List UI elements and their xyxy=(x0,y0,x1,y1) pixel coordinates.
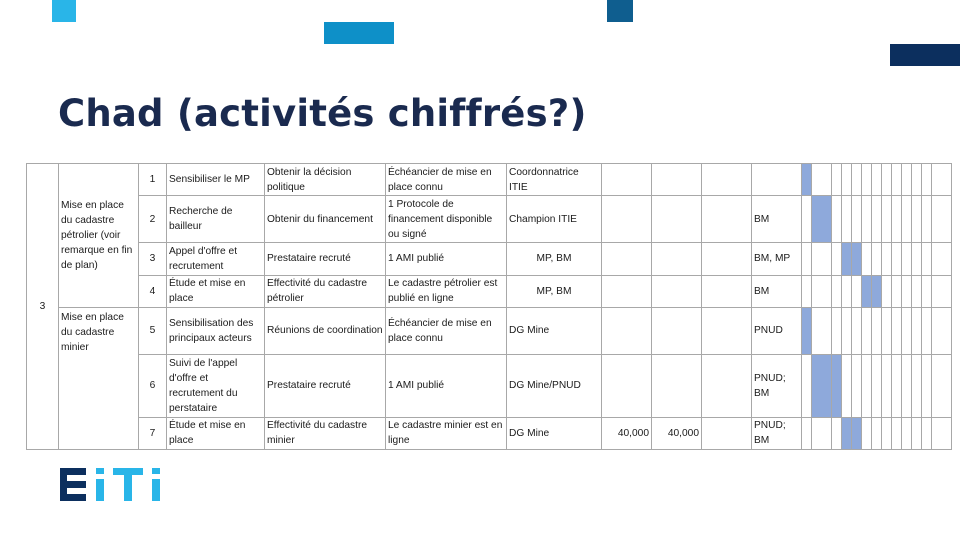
cost3-cell xyxy=(702,417,752,449)
gantt-cell xyxy=(842,417,852,449)
gantt-cell xyxy=(872,354,882,417)
eiti-logo-letter-i1 xyxy=(96,468,104,501)
cost3-cell xyxy=(702,196,752,243)
gantt-cell xyxy=(922,275,932,307)
gantt-cell xyxy=(902,417,912,449)
gantt-cell xyxy=(892,275,902,307)
funding-cell: PNUD; BM xyxy=(752,417,802,449)
gantt-cell xyxy=(932,243,952,275)
gantt-cell xyxy=(802,354,812,417)
result-cell: Obtenir du financement xyxy=(265,196,386,243)
gantt-cell xyxy=(812,275,832,307)
gantt-cell xyxy=(842,275,852,307)
result-cell: Obtenir la décision politique xyxy=(265,164,386,196)
cost2-cell xyxy=(652,196,702,243)
gantt-cell xyxy=(802,164,812,196)
gantt-cell xyxy=(872,417,882,449)
gantt-cell xyxy=(932,275,952,307)
gantt-cell xyxy=(832,354,842,417)
gantt-cell xyxy=(902,275,912,307)
cost3-cell xyxy=(702,243,752,275)
responsible-cell: MP, BM xyxy=(507,275,602,307)
activity-cell: Étude et mise en place xyxy=(167,275,265,307)
cost3-cell xyxy=(702,308,752,355)
eiti-logo-letter-i2 xyxy=(152,468,160,501)
activity-cell: Appel d'offre et recrutement xyxy=(167,243,265,275)
gantt-cell xyxy=(892,308,902,355)
gantt-cell xyxy=(912,196,922,243)
indicator-cell: 1 AMI publié xyxy=(386,354,507,417)
activity-plan-table xyxy=(26,163,952,450)
gantt-cell xyxy=(882,243,892,275)
gantt-cell xyxy=(872,275,882,307)
gantt-cell xyxy=(882,417,892,449)
gantt-cell xyxy=(802,243,812,275)
gantt-cell xyxy=(862,275,872,307)
cost2-cell xyxy=(652,275,702,307)
gantt-cell xyxy=(832,196,842,243)
table-row xyxy=(27,164,952,196)
cost1-cell xyxy=(602,275,652,307)
table-row xyxy=(27,275,952,307)
activity-cell: Sensibilisation des principaux acteurs xyxy=(167,308,265,355)
gantt-cell xyxy=(842,243,852,275)
gantt-cell xyxy=(842,308,852,355)
slide-title: Chad (activités chiffrés?) xyxy=(58,92,587,135)
indicator-cell: Échéancier de mise en place connu xyxy=(386,308,507,355)
gantt-cell xyxy=(912,417,922,449)
gantt-cell xyxy=(882,275,892,307)
cost3-cell xyxy=(702,164,752,196)
gantt-cell xyxy=(922,196,932,243)
cost2-cell xyxy=(652,308,702,355)
gantt-cell xyxy=(912,164,922,196)
section-label-cell: Mise en place du cadastre minier xyxy=(59,308,139,450)
gantt-cell xyxy=(812,417,832,449)
cost1-cell xyxy=(602,243,652,275)
funding-cell xyxy=(752,164,802,196)
indicator-cell: 1 AMI publié xyxy=(386,243,507,275)
gantt-cell xyxy=(892,164,902,196)
cost3-cell xyxy=(702,275,752,307)
activity-cell: Étude et mise en place xyxy=(167,417,265,449)
cost1-cell: 40,000 xyxy=(602,417,652,449)
gantt-cell xyxy=(802,196,812,243)
result-cell: Effectivité du cadastre pétrolier xyxy=(265,275,386,307)
num-cell: 5 xyxy=(139,308,167,355)
cost2-cell xyxy=(652,243,702,275)
gantt-cell xyxy=(922,417,932,449)
responsible-cell: DG Mine xyxy=(507,417,602,449)
funding-cell: BM, MP xyxy=(752,243,802,275)
num-cell: 4 xyxy=(139,275,167,307)
cost1-cell xyxy=(602,196,652,243)
gantt-cell xyxy=(832,243,842,275)
gantt-cell xyxy=(862,164,872,196)
gantt-cell xyxy=(892,417,902,449)
gantt-cell xyxy=(872,196,882,243)
table-row xyxy=(27,308,952,355)
gantt-cell xyxy=(902,308,912,355)
cost2-cell xyxy=(652,164,702,196)
responsible-cell: Champion ITIE xyxy=(507,196,602,243)
gantt-cell xyxy=(892,196,902,243)
gantt-cell xyxy=(832,164,842,196)
gantt-cell xyxy=(802,417,812,449)
decor-block-dark xyxy=(607,0,633,22)
gantt-cell xyxy=(812,308,832,355)
gantt-cell xyxy=(922,243,932,275)
gantt-cell xyxy=(932,308,952,355)
cost1-cell xyxy=(602,164,652,196)
gantt-cell xyxy=(902,164,912,196)
decor-block-mid xyxy=(324,22,394,44)
gantt-cell xyxy=(862,243,872,275)
gantt-cell xyxy=(812,354,832,417)
num-cell: 6 xyxy=(139,354,167,417)
gantt-cell xyxy=(802,308,812,355)
gantt-cell xyxy=(852,196,862,243)
cost2-cell: 40,000 xyxy=(652,417,702,449)
gantt-cell xyxy=(892,243,902,275)
gantt-cell xyxy=(852,243,862,275)
num-cell: 1 xyxy=(139,164,167,196)
gantt-cell xyxy=(852,164,862,196)
eiti-logo-letter-e xyxy=(60,468,86,501)
funding-cell: BM xyxy=(752,196,802,243)
gantt-cell xyxy=(932,354,952,417)
gantt-cell xyxy=(912,354,922,417)
gantt-cell xyxy=(932,417,952,449)
num-cell: 3 xyxy=(139,243,167,275)
table-row xyxy=(27,196,952,243)
gantt-cell xyxy=(842,164,852,196)
table-row xyxy=(27,417,952,449)
gantt-cell xyxy=(902,243,912,275)
section-label-cell: Mise en place du cadastre pétrolier (voir remarque en fin de plan) xyxy=(59,164,139,308)
gantt-cell xyxy=(902,196,912,243)
gantt-cell xyxy=(842,196,852,243)
eiti-logo-letter-t xyxy=(113,468,143,501)
gantt-cell xyxy=(912,243,922,275)
result-cell: Effectivité du cadastre minier xyxy=(265,417,386,449)
gantt-cell xyxy=(812,243,832,275)
activity-cell: Sensibiliser le MP xyxy=(167,164,265,196)
gantt-cell xyxy=(832,275,842,307)
gantt-cell xyxy=(832,417,842,449)
num-cell: 2 xyxy=(139,196,167,243)
num-cell: 7 xyxy=(139,417,167,449)
indicator-cell: Échéancier de mise en place connu xyxy=(386,164,507,196)
responsible-cell: MP, BM xyxy=(507,243,602,275)
decor-block-navy xyxy=(890,44,960,66)
gantt-cell xyxy=(912,275,922,307)
gantt-cell xyxy=(812,196,832,243)
result-cell: Prestataire recruté xyxy=(265,354,386,417)
gantt-cell xyxy=(882,164,892,196)
eiti-logo xyxy=(60,466,162,504)
gantt-cell xyxy=(932,196,952,243)
gantt-cell xyxy=(812,164,832,196)
gantt-cell xyxy=(872,308,882,355)
gantt-cell xyxy=(862,354,872,417)
funding-cell: PNUD; BM xyxy=(752,354,802,417)
gantt-cell xyxy=(912,308,922,355)
gantt-cell xyxy=(852,275,862,307)
gantt-cell xyxy=(802,275,812,307)
gantt-cell xyxy=(862,196,872,243)
gantt-cell xyxy=(922,164,932,196)
result-cell: Prestataire recruté xyxy=(265,243,386,275)
indicator-cell: Le cadastre minier est en ligne xyxy=(386,417,507,449)
gantt-cell xyxy=(862,417,872,449)
responsible-cell: Coordonnatrice ITIE xyxy=(507,164,602,196)
gantt-cell xyxy=(882,354,892,417)
indicator-cell: 1 Protocole de financement disponible ou signé xyxy=(386,196,507,243)
gantt-cell xyxy=(852,417,862,449)
cost1-cell xyxy=(602,308,652,355)
table-row xyxy=(27,243,952,275)
group-number-cell: 3 xyxy=(27,164,59,450)
indicator-cell: Le cadastre pétrolier est publié en ligne xyxy=(386,275,507,307)
gantt-cell xyxy=(922,308,932,355)
responsible-cell: DG Mine/PNUD xyxy=(507,354,602,417)
responsible-cell: DG Mine xyxy=(507,308,602,355)
gantt-cell xyxy=(872,243,882,275)
decor-block-light xyxy=(52,0,76,22)
gantt-cell xyxy=(852,308,862,355)
gantt-cell xyxy=(832,308,842,355)
funding-cell: BM xyxy=(752,275,802,307)
result-cell: Réunions de coordination xyxy=(265,308,386,355)
gantt-cell xyxy=(902,354,912,417)
gantt-cell xyxy=(862,308,872,355)
funding-cell: PNUD xyxy=(752,308,802,355)
gantt-cell xyxy=(932,164,952,196)
gantt-cell xyxy=(882,308,892,355)
gantt-cell xyxy=(892,354,902,417)
cost1-cell xyxy=(602,354,652,417)
gantt-cell xyxy=(882,196,892,243)
cost2-cell xyxy=(652,354,702,417)
table-row xyxy=(27,354,952,417)
activity-cell: Recherche de bailleur xyxy=(167,196,265,243)
cost3-cell xyxy=(702,354,752,417)
gantt-cell xyxy=(872,164,882,196)
gantt-cell xyxy=(852,354,862,417)
activity-cell: Suivi de l'appel d'offre et recrutement du perstataire xyxy=(167,354,265,417)
gantt-cell xyxy=(842,354,852,417)
gantt-cell xyxy=(922,354,932,417)
